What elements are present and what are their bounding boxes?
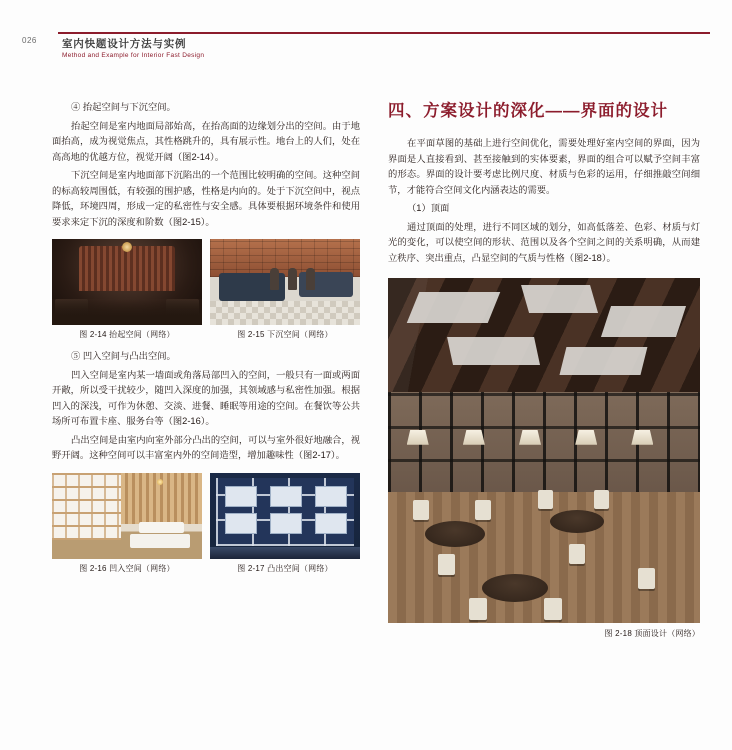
figure-2-18-image [388,278,700,623]
chair [638,568,655,589]
decor-block-right [166,299,199,321]
ceiling-facet [601,306,686,337]
figure-2-17 [210,473,360,574]
paragraph: 凸出空间是由室内向室外部分凸出的空间，可以与室外很好地融合，视野开阔。这种空间可以丰富室内外的空间造型，增加趣味性（图2-17）。 [52,434,360,460]
left-column [52,100,360,574]
paragraph: ⑤ 凹入空间与凸出空间。 [71,351,176,361]
section-title: 四、方案设计的深化——界面的设计 [388,102,668,120]
figure-caption: 图 2-16 凹入空间（网络） [79,563,175,573]
chair [475,500,491,520]
pendant-lamp [463,430,485,445]
display-panel [315,513,347,534]
chair [594,490,609,509]
figure-2-15-image [210,239,360,325]
pendant-lamp [631,430,653,445]
figure-2-16-image [52,473,202,559]
table-back [139,522,184,532]
chair [569,544,585,564]
ceiling-facet [559,347,647,375]
header-title-en: Method and Example for Interior Fast Design [62,52,205,59]
chair [469,598,487,620]
person-figure [306,268,315,290]
ceiling-facet [447,337,540,365]
figure-2-14 [52,239,202,340]
figure-caption: 图 2-14 抬起空间（网络） [79,330,175,339]
figure-2-18 [388,278,700,639]
paragraph: 在平面草图的基础上进行空间优化，需要处理好室内空间的界面，因为界面是人直接看到、甚至接触到的实体要素，界面的组合可以赋予空间丰富的形态。界面的设计要考虑比例尺度、材质与色彩的运用，仔细推敲空间细节，才能符合空间文化内涵表达的需要。 [388,138,700,195]
table-front [130,534,190,548]
figure-caption: 图 2-18 顶面设计（网络） [604,629,700,638]
pendant-lamp-row [388,430,700,458]
paragraph: 下沉空间是室内地面部下沉陷出的一个范围比较明确的空间。这种空间的标高较周围低，有较强的围护感，性格是内向的。处于下沉空间中，视点降低，环境四周，形成一定的私密性与安全感。具体要根据环境条件和使用要求来定下沉的深度和阶数（图2-15）。 [52,170,360,227]
pendant-lamp [519,430,541,445]
pendant-lamp [575,430,597,445]
paragraph: 凹入空间是室内某一墙面或角落局部凹入的空间，一般只有一面或两面开敞，所以受干扰较少，随凹入深度的加强，其领域感与私密性加强。根据凹入的深浅，可作为休憩、交淡、进餐、睡眠等用途的空间。在餐饮等公共场所可布置卡座、服务台等（图2-16）。 [52,369,360,426]
chair [544,598,562,620]
right-column [388,100,700,639]
chair [438,554,455,575]
decor-block-left [55,299,88,321]
figure-row-1 [52,239,360,340]
pendant-lamp [407,430,429,445]
paragraph: 抬起空间是室内地面局部始高，在抬高面的边缘划分出的空间。由于地面抬高，成为视觉焦点，其性格跳升的，具有展示性。地台上的人们，处在高高地的优越方位，视觉开阔（图2-14）。 [52,120,360,162]
header-rule [58,32,710,34]
paragraph: （1）顶面 [407,203,450,213]
chair [413,500,429,520]
figure-caption: 图 2-15 下沉空间（网络） [237,330,333,339]
display-panel [270,486,302,507]
figure-2-15 [210,239,360,340]
wood-lattice [52,473,121,540]
person-figure [288,268,297,290]
figure-caption: 图 2-17 凸出空间（网络） [237,563,333,573]
figure-2-14-image [52,239,202,325]
chair [538,490,553,509]
ceiling-facet [407,292,501,323]
display-panel [225,486,257,507]
header-title-cn: 室内快题设计方法与实例 [62,38,187,50]
page-header [22,28,710,68]
display-panel [225,513,257,534]
lamp-icon [122,242,132,252]
dining-table [482,574,548,602]
paragraph: 通过顶面的处理，进行不同区域的划分，如高低落差、色彩、材质与灯光的变化，可以使空间的形状、范围以及各个空间之间的关系明确，从而建立秩序、突出重点，凸显空间的气质与性格（图2-18）。 [388,221,700,263]
person-figure [270,268,279,290]
display-panel [315,486,347,507]
paragraph: ④ 抬起空间与下沉空间。 [71,102,176,112]
tile-floor [210,301,360,325]
floor-line [210,547,360,558]
figure-row-2 [52,473,360,574]
ceiling-facet [521,285,598,313]
figure-2-17-image [210,473,360,559]
display-panel [270,513,302,534]
figure-2-16 [52,473,202,574]
page-number: 026 [22,36,37,45]
